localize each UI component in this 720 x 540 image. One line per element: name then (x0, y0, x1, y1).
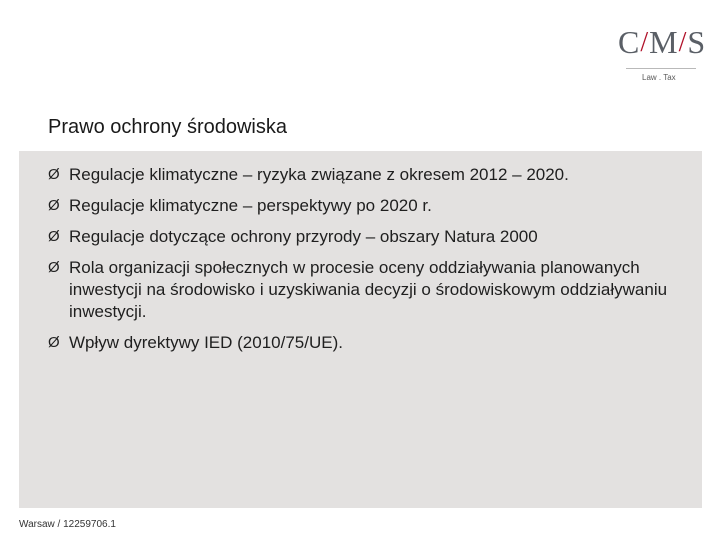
cms-logo-mark (618, 26, 706, 59)
logo-letter-c: C (618, 24, 641, 60)
logo-slash: / (640, 27, 650, 58)
bullet-item (48, 195, 688, 217)
bullet-list (48, 164, 688, 363)
arrow-bullet-icon: Ø (48, 197, 60, 214)
bullet-text: Regulacje dotyczące ochrony przyrody – obszary Natura 2000 (69, 227, 538, 246)
logo-divider (626, 68, 696, 69)
bullet-item (48, 226, 688, 248)
bullet-item (48, 332, 688, 354)
arrow-bullet-icon: Ø (48, 334, 60, 351)
bullet-text: Rola organizacji społecznych w procesie oceny oddziaływania planowanych inwestycji na środowisko i uzyskiwania decyzji o środowiskowym oddziaływaniu inwestycji. (69, 258, 668, 321)
bullet-text: Wpływ dyrektywy IED (2010/75/UE). (69, 333, 343, 352)
logo-letter-m: M (649, 24, 679, 60)
bullet-item (48, 164, 688, 186)
logo-slash: / (678, 27, 688, 58)
bullet-text: Regulacje klimatyczne – ryzyka związane z okresem 2012 – 2020. (69, 165, 569, 184)
arrow-bullet-icon: Ø (48, 228, 60, 245)
footer-doc-reference: Warsaw / 12259706.1 (19, 519, 116, 530)
logo-subtitle: Law . Tax (642, 73, 676, 82)
arrow-bullet-icon: Ø (48, 166, 60, 183)
bullet-text: Regulacje klimatyczne – perspektywy po 2020 r. (69, 196, 432, 215)
cms-logo (618, 26, 706, 84)
bullet-item (48, 257, 688, 323)
slide-title: Prawo ochrony środowiska (48, 116, 287, 138)
logo-letter-s: S (687, 24, 707, 60)
arrow-bullet-icon: Ø (48, 259, 60, 276)
